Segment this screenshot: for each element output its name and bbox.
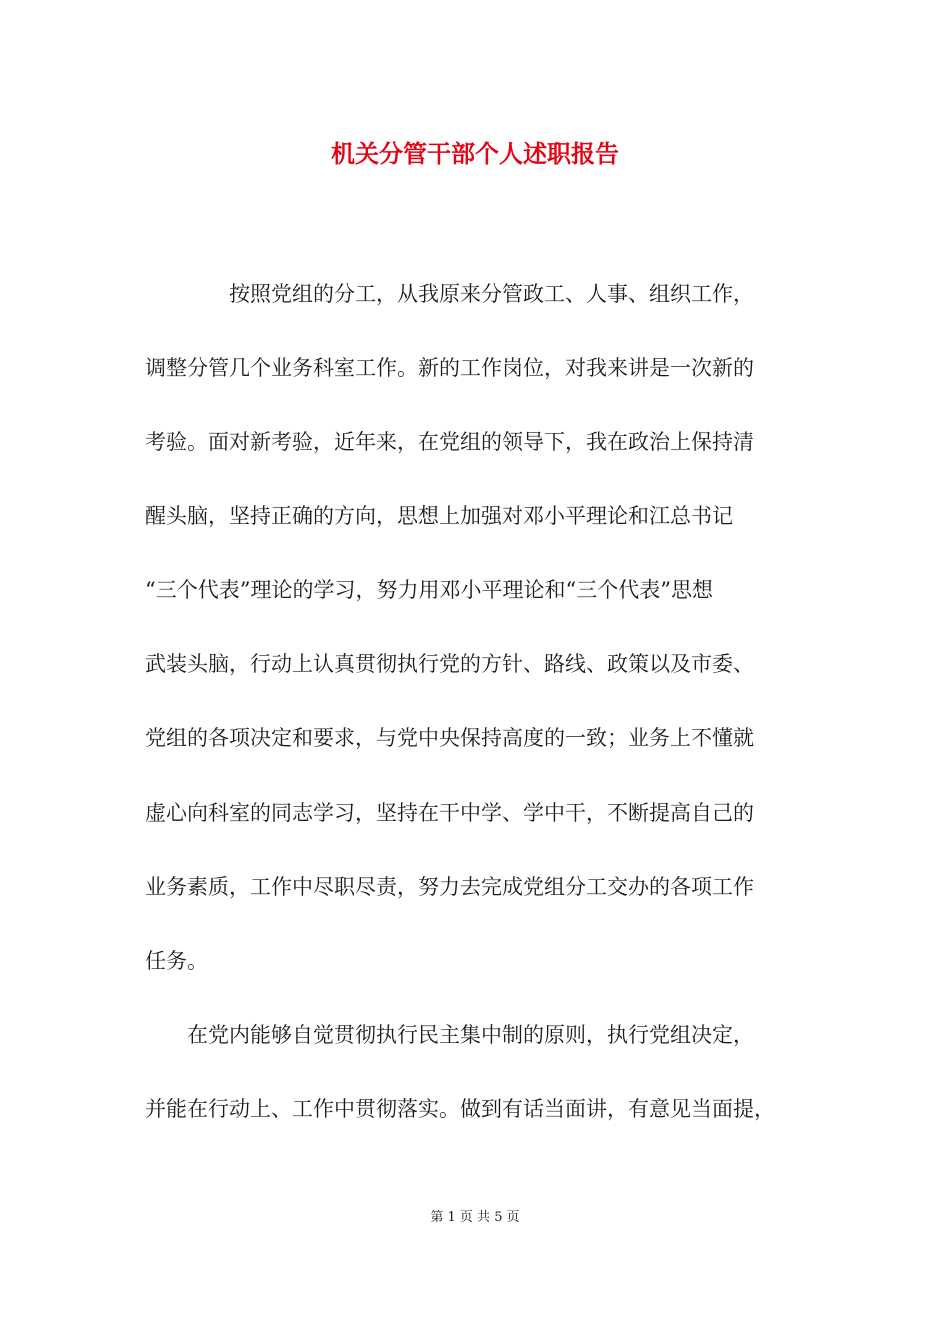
text-line: “三个代表”理论的学习，努力用邓小平理论和“三个代表”思想 (145, 578, 713, 602)
text-line: 党组的各项决定和要求，与党中央保持高度的一致；业务上不懂就 (145, 726, 754, 750)
text-line: 按照党组的分工，从我原来分管政工、人事、组织工作， (145, 282, 754, 306)
text-line: 并能在行动上、工作中贯彻落实。做到有话当面讲，有意见当面提， (145, 1097, 775, 1121)
text-line: 醒头脑，坚持正确的方向，思想上加强对邓小平理论和江总书记 (145, 504, 733, 528)
text-line: 考验。面对新考验，近年来，在党组的领导下，我在政治上保持清 (145, 430, 754, 454)
text-line: 在党内能够自觉贯彻执行民主集中制的原则，执行党组决定， (145, 1023, 754, 1047)
document-title: 机关分管干部个人述职报告 (331, 139, 619, 168)
text-line: 虚心向科室的同志学习，坚持在干中学、学中干，不断提高自己的 (145, 801, 754, 825)
text-line: 调整分管几个业务科室工作。新的工作岗位，对我来讲是一次新的 (145, 356, 754, 380)
text-line: 任务。 (145, 949, 208, 973)
page-number: 第 1 页 共 5 页 (430, 1210, 520, 1225)
text-line: 武装头脑，行动上认真贯彻执行党的方针、路线、政策以及市委、 (145, 652, 754, 676)
text-line: 业务素质，工作中尽职尽责，努力去完成党组分工交办的各项工作 (145, 875, 754, 899)
